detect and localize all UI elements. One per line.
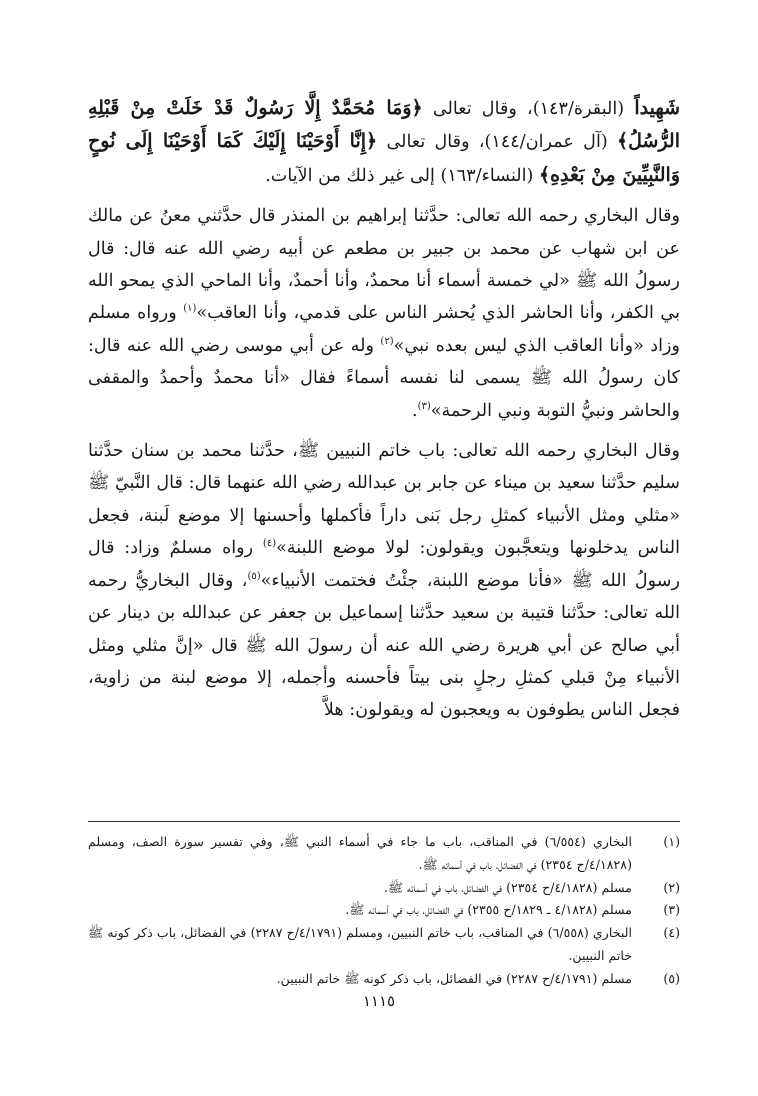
- footnote-separator: [88, 821, 680, 822]
- footnote-marker: (١): [183, 303, 197, 315]
- verse-reference: (آل عمران/١٤٤)، وقال تعالى: [377, 132, 617, 153]
- quran-verse: ﴿وَمَا مُحَمَّدٌ إِلَّا رَسُولٌ قَدْ خَلَتْ مِنْ قَبْلِهِ الرُّسُلُ﴾: [88, 97, 680, 153]
- paragraph-text: وله عن أبي موسى رضي الله عنه قال: كان رسولُ الله ﷺ يسمى لنا نفسه أسماءً فقال «أنا محمدٌ وأحمدُ والمقفى والحاشر ونبيُّ التوبة ونبي الرحمة»: [88, 335, 680, 421]
- footnote-text: البخاري (٦/٥٥٤) في المناقب، باب ما جاء في أسماء النبي ﷺ، وفي تفسير سورة الصف، ومسلم (٤/١٨٢٨/ح ٢٣٥٤) في الفضائل، باب في أسمائه ﷺ.: [88, 834, 632, 872]
- quran-verse: ﴿إِنَّا أَوْحَيْنَا إِلَيْكَ كَمَا أَوْحَيْنَا إِلَى نُوحٍ وَالنَّبِيِّينَ مِنْ بَعْدِهِ﴾: [88, 130, 680, 186]
- paragraph-text: وقال البخاري رحمه الله تعالى: حدَّثنا إبراهيم بن المنذر قال حدَّثني معنُ عن مالك عن ابن شهاب عن محمد بن جبير بن مطعم عن أبيه رضي الله عنه قال: قال رسولُ الله ﷺ «لي خمسة أسماء أنا محمدٌ، وأنا أحمدٌ، وأنا الماحي الذي يمحو الله بي الكفر، وأنا الحاشر الذي يُحشر الناس على قدمي، وأنا العاقب»: [88, 206, 680, 324]
- paragraph-text: وقال البخاري رحمه الله تعالى: باب خاتم النبيين ﷺ، حدَّثنا محمد بن سنان حدَّثنا سليم حدَّثنا سعيد بن ميناء عن جابر بن عبدالله رضي الله عنهما قال: قال النَّبيّ ﷺ «مثلي ومثل الأنبياء كمثلِ رجل بَنى داراً فأكملها وأحسنها إلا موضع لَبنة، فجعل الناس يدخلونها ويتعجَّبون ويقولون: لولا موضع اللبنة»: [88, 441, 680, 559]
- quran-verse-end: شَهِيداً: [634, 97, 680, 119]
- footnote-text: مسلم (٤/١٨٢٨ ـ ١٨٢٩/ح ٢٣٥٥) في الفضائل، باب في أسمائه ﷺ.: [345, 902, 632, 918]
- footnote-number: (٣): [663, 902, 680, 918]
- footnote-number: (٢): [663, 879, 680, 895]
- footnote-item: [88, 922, 680, 968]
- footnote-item: [88, 968, 680, 991]
- footnote-number: (١): [663, 834, 680, 849]
- paragraph-text: رواه مسلمٌ وزاد: قال رسولُ الله ﷺ «فأنا موضع اللبنة، جئْتُ فختمت الأنبياء»: [88, 538, 680, 591]
- footnote-number: (٤): [663, 925, 680, 941]
- page-number: ١١١٥: [362, 992, 396, 1010]
- footnote-item: [88, 831, 680, 877]
- footnote-marker: (٣): [417, 400, 431, 412]
- paragraph-text: ورواه مسلم وزاد «وأنا العاقب الذي ليس بعده نبي»: [88, 303, 680, 356]
- footnotes: [88, 831, 680, 991]
- main-text: [88, 92, 680, 727]
- paragraph-text: .: [412, 400, 418, 421]
- verse-reference: (البقرة/١٤٣)، وقال تعالى: [422, 99, 635, 119]
- footnote-text: البخاري (٦/٥٥٨) في المناقب، باب خاتم النبيين، ومسلم (٤/١٧٩١/ح ٢٢٨٧) في الفضائل، باب ذكر كونه ﷺ خاتم النبيين.: [88, 925, 632, 963]
- footnote-text: مسلم (٤/١٧٩١/ح ٢٢٨٧) في الفضائل، باب ذكر كونه ﷺ خاتم النبيين.: [276, 970, 632, 986]
- footnote-marker: (٥): [247, 570, 261, 582]
- footnote-text: مسلم (٤/١٨٢٨/ح ٢٣٥٤) في الفضائل، باب في أسمائه ﷺ.: [383, 879, 632, 895]
- paragraph-1: [88, 92, 680, 192]
- page-body: [88, 92, 680, 727]
- paragraph-3: [88, 435, 680, 727]
- footnote-item: [88, 899, 680, 922]
- paragraph-text: ، وقال البخاريُّ رحمه الله تعالى: حدَّثنا قتيبة بن سعيد حدَّثنا إسماعيل بن جعفر عن عبدالله بن دينار عن أبي صالح عن أبي هريرة رضي الله عنه أن رسولَ الله ﷺ قال «إنَّ مثلي ومثل الأنبياء مِنْ قبلي كمثلِ رجلٍ بنى بيتاً فأحسنه وأجمله، إلا موضع لبنة من زاوية، فجعل الناس يطوفون به ويعجبون له ويقولون: هلاَّ: [88, 570, 680, 721]
- verse-reference: (النساء/١٦٣) إلى غير ذلك من الآيات.: [265, 165, 539, 186]
- footnote-item: [88, 877, 680, 900]
- footnote-marker: (٤): [262, 538, 277, 550]
- footnote-marker: (٢): [380, 335, 394, 347]
- paragraph-2: [88, 200, 680, 427]
- footnote-number: (٥): [663, 970, 680, 986]
